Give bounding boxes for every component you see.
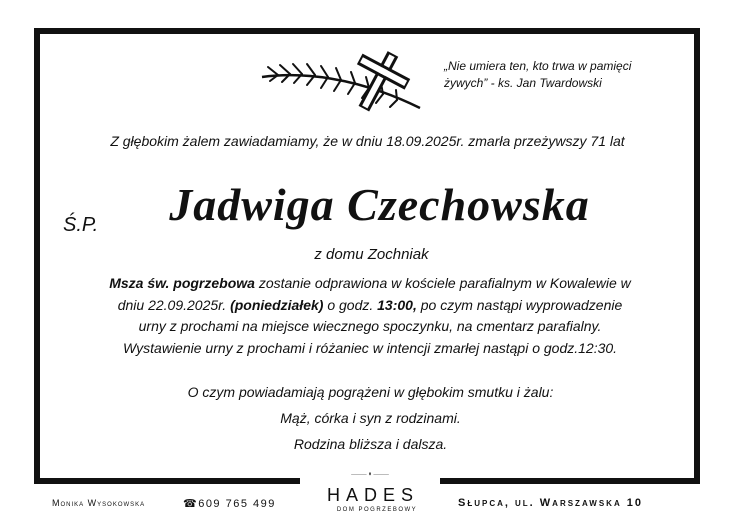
details-line-2-rest: po czym nastąpi wyprowadzenie (416, 296, 623, 313)
funeral-date: dniu 22.09.2025r. (117, 296, 227, 313)
cross-with-palm-icon (260, 50, 445, 115)
details-line-3: urny z prochami na miejsce wiecznego spoczynku, na cmentarz parafialny. (138, 318, 602, 334)
footer-contact-name: Monika Wysokowska (52, 498, 146, 508)
funeral-weekday: (poniedziałek) (230, 296, 324, 313)
quote-line-1: „Nie umiera ten, kto trwa w pamięci (444, 59, 632, 73)
hades-logo (300, 462, 440, 517)
footer-address: Słupca, ul. Warszawska 10 (458, 497, 644, 509)
logo-name: HADES (326, 485, 419, 505)
details-line-1-rest: zostanie odprawiona w kościele parafialnym w Kowalewie w (254, 275, 631, 291)
quote-line-2: żywych” - ks. Jan Twardowski (444, 76, 602, 90)
closing-line-1: O czym powiadamiają pogrążeni w głębokim smutku i żalu: (187, 384, 554, 400)
logo-flame-icon (304, 472, 436, 476)
closing-line-2: Mąż, córka i syn z rodzinami. (280, 410, 461, 426)
mass-label: Msza św. pogrzebowa (109, 275, 255, 291)
memorial-quote (444, 58, 684, 92)
maiden-name: z domu Zochniak (314, 246, 429, 263)
details-line-4: Wystawienie urny z prochami i różaniec w intencji zmarłej nastąpi o godz.12:30. (122, 339, 618, 356)
sp-prefix: Ś.P. (63, 214, 99, 236)
death-announcement-intro: Z głębokim żalem zawiadamiamy, że w dniu 18.09.2025r. zmarła przeżywszy 71 lat (110, 133, 625, 149)
logo-subtitle: DOM POGRZEBOWY (336, 507, 418, 513)
details-line-2 (60, 295, 680, 317)
closing-line-3: Rodzina bliższa i dalsza. (293, 436, 448, 452)
deceased-name: Jadwiga Czechowska (169, 179, 590, 230)
funeral-time: 13:00, (377, 296, 417, 313)
funeral-details (60, 273, 680, 359)
footer-phone: ☎609 765 499 (183, 498, 276, 510)
details-line-1 (60, 273, 680, 295)
details-time-prefix: o godz. (323, 296, 378, 313)
